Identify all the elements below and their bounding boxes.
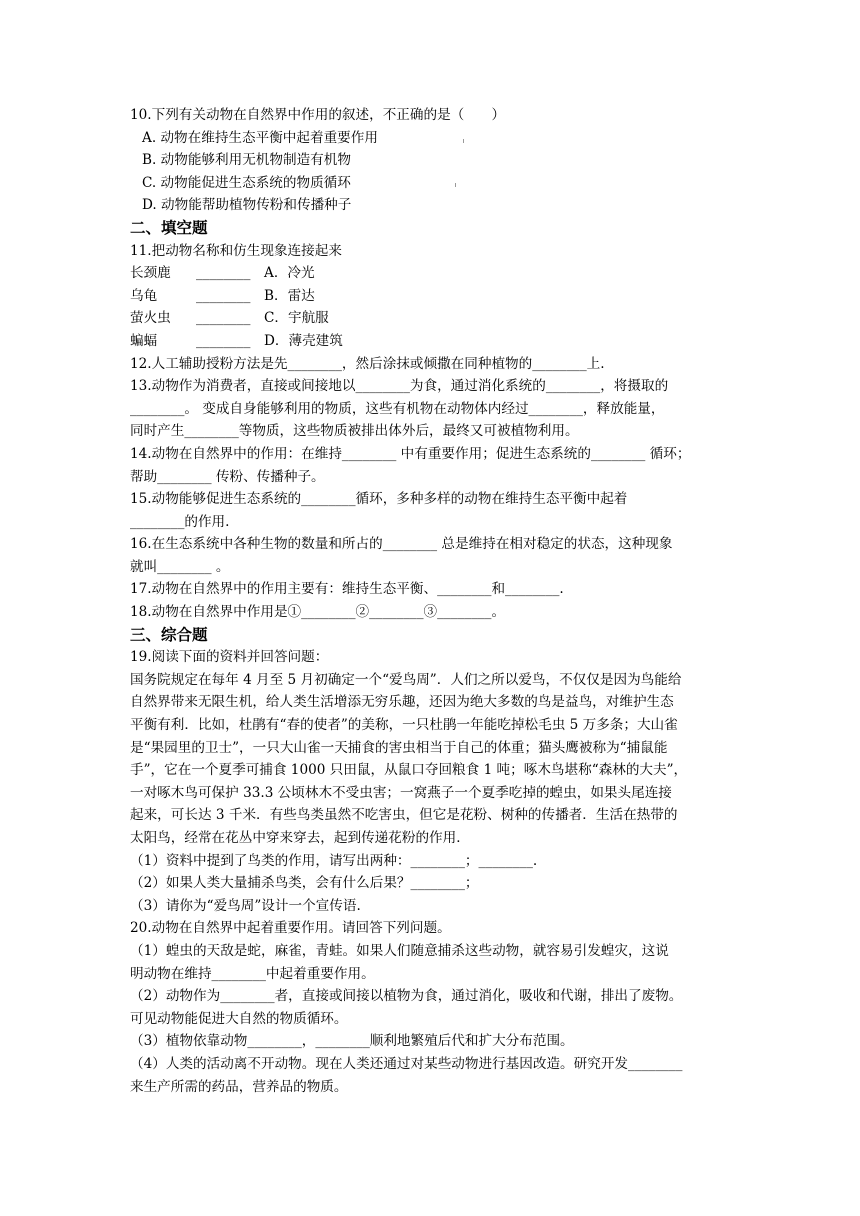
- sub-question: （3）请你为“爱鸟周”设计一个宣传语.: [130, 897, 361, 914]
- passage-line: 太阳鸟，经常在花丛中穿来穿去，起到传递花粉的作用．: [130, 830, 470, 846]
- question-12: 12.人工辅助授粉方法是先________，然后涂抹或倾撒在同种植物的________上.: [130, 355, 605, 372]
- sub-question: （4）人类的活动离不开动物。现在人类还通过对某些动物进行基因改造。研究开发________: [130, 1055, 683, 1072]
- animal-name: 长颈鹿: [130, 265, 171, 282]
- answer-blank: ________: [196, 287, 251, 304]
- option-a: A. 动物在维持生态平衡中起着重要作用: [142, 129, 378, 146]
- passage-line: 自然界带来无限生机，给人类生活增添无穷乐趣，还因为绝大多数的鸟是益鸟，对维护生态: [130, 694, 674, 711]
- question-17: 17.动物在自然界中的作用主要有：维持生态平衡、________和________.: [130, 581, 564, 598]
- bionic-option: C．宇航服: [264, 310, 329, 327]
- question-16: [130, 533, 732, 578]
- question-11: [130, 240, 732, 353]
- question-line: 14.动物在自然界中的作用：在维持________ 中有重要作用；促进生态系统的________ 循环；: [130, 445, 691, 462]
- question-18: 18.动物在自然界中作用是①________②________③________。: [130, 604, 506, 621]
- option-d: D. 动物能帮助植物传粉和传播种子: [142, 197, 352, 214]
- question-line: ________的作用.: [130, 513, 230, 530]
- animal-name: 乌龟: [130, 287, 158, 304]
- section-heading-fill-in: 二、填空题: [130, 218, 208, 237]
- question-stem: 10.下列有关动物在自然界中作用的叙述，不正确的是（ ）: [130, 107, 506, 123]
- passage-line: 平衡有利．比如，杜鹃有“春的使者”的美称，一只杜鹃一年能吃掉松毛虫 5 万多条；大山雀: [130, 717, 678, 734]
- worksheet: [130, 104, 732, 1098]
- question-line: 13.动物作为消费者，直接或间接地以________为食，通过消化系统的________，将摄取的: [130, 378, 669, 395]
- question-13: [130, 375, 732, 443]
- question-20: [130, 917, 732, 1098]
- sub-question: 明动物在维持________中起着重要作用。: [130, 965, 375, 982]
- animal-name: 蝙蝠: [130, 332, 158, 349]
- option-c: C. 动物能促进生态系统的物质循环: [142, 174, 351, 191]
- passage-line: 一对啄木鸟可保护 33.3 公顷林木不受虫害；一窝燕子一个夏季吃掉的蝗虫，如果头尾连接: [130, 784, 672, 801]
- sub-question: （1）蝗虫的天敌是蛇，麻雀，青蛙。如果人们随意捕杀这些动物，就容易引发蝗灾，这说: [130, 942, 669, 959]
- match-row: [130, 330, 732, 353]
- answer-blank: ________: [196, 310, 251, 327]
- question-stem: 20.动物在自然界中起着重要作用。请回答下列问题。: [130, 920, 451, 937]
- question-15: [130, 488, 732, 533]
- sub-question: 来生产所需的药品，营养品的物质。: [130, 1078, 348, 1095]
- match-row: [130, 307, 732, 330]
- question-line: 帮助________ 传粉、传播种子。: [130, 468, 325, 485]
- passage-line: 是“果园里的卫士”，一只大山雀一天捕食的害虫相当于自己的体重；猫头鹰被称为“捕鼠能: [130, 739, 668, 756]
- question-line: 就叫________ 。: [130, 558, 230, 575]
- passage-line: 国务院规定在每年 4 月至 5 月初确定一个“爱鸟周”．人们之所以爱鸟，不仅仅是因为鸟能给: [130, 671, 682, 688]
- section-heading-comprehensive: 三、综合题: [130, 625, 208, 644]
- sub-question: （1）资料中提到了鸟类的作用，请写出两种：________；________.: [130, 852, 538, 869]
- scan-speck: [455, 183, 456, 187]
- question-line: 15.动物能够促进生态系统的________循环，多种多样的动物在维持生态平衡中起着: [130, 491, 628, 508]
- question-19: [130, 646, 732, 917]
- match-row: [130, 285, 732, 308]
- passage-line: 手”，它在一个夏季可捕食 1000 只田鼠，从鼠口夺回粮食 1 吨；啄木鸟堪称“森林的大夫”，: [130, 762, 688, 779]
- answer-blank: ________: [196, 265, 251, 282]
- bionic-option: B．雷达: [264, 287, 315, 304]
- question-line: 16.在生态系统中各种生物的数量和所占的________ 总是维持在相对稳定的状态，这种现象: [130, 536, 673, 553]
- scan-speck: [463, 139, 464, 143]
- question-stem: 19.阅读下面的资料并回答问题：: [130, 649, 329, 666]
- question-10: [130, 104, 732, 217]
- option-b: B. 动物能够利用无机物制造有机物: [142, 152, 351, 169]
- sub-question: 可见动物能促进大自然的物质循环。: [130, 1010, 348, 1027]
- animal-name: 萤火虫: [130, 310, 171, 327]
- question-line: ________。 变成自身能够利用的物质，这些有机物在动物体内经过________，释放能量，: [130, 400, 665, 417]
- question-stem: 11.把动物名称和仿生现象连接起来: [130, 242, 342, 259]
- sub-question: （3）植物依靠动物________，________顺利地繁殖后代和扩大分布范围。: [130, 1033, 574, 1050]
- passage-line: 起来，可长达 3 千米．有些鸟类虽然不吃害虫，但它是花粉、树种的传播者．生活在热带的: [130, 807, 678, 824]
- sub-question: （2）动物作为________者，直接或间接以植物为食，通过消化，吸收和代谢，排出了废物。: [130, 988, 683, 1005]
- match-row: [130, 262, 732, 285]
- bionic-option: A．冷光: [264, 265, 315, 282]
- answer-blank: ________: [196, 332, 251, 349]
- question-line: 同时产生________等物质，这些物质被排出体外后，最终又可被植物利用。: [130, 423, 579, 440]
- sub-question: （2）如果人类大量捕杀鸟类，会有什么后果？________；: [130, 875, 479, 892]
- question-14: [130, 443, 732, 488]
- bionic-option: D．薄壳建筑: [264, 332, 343, 349]
